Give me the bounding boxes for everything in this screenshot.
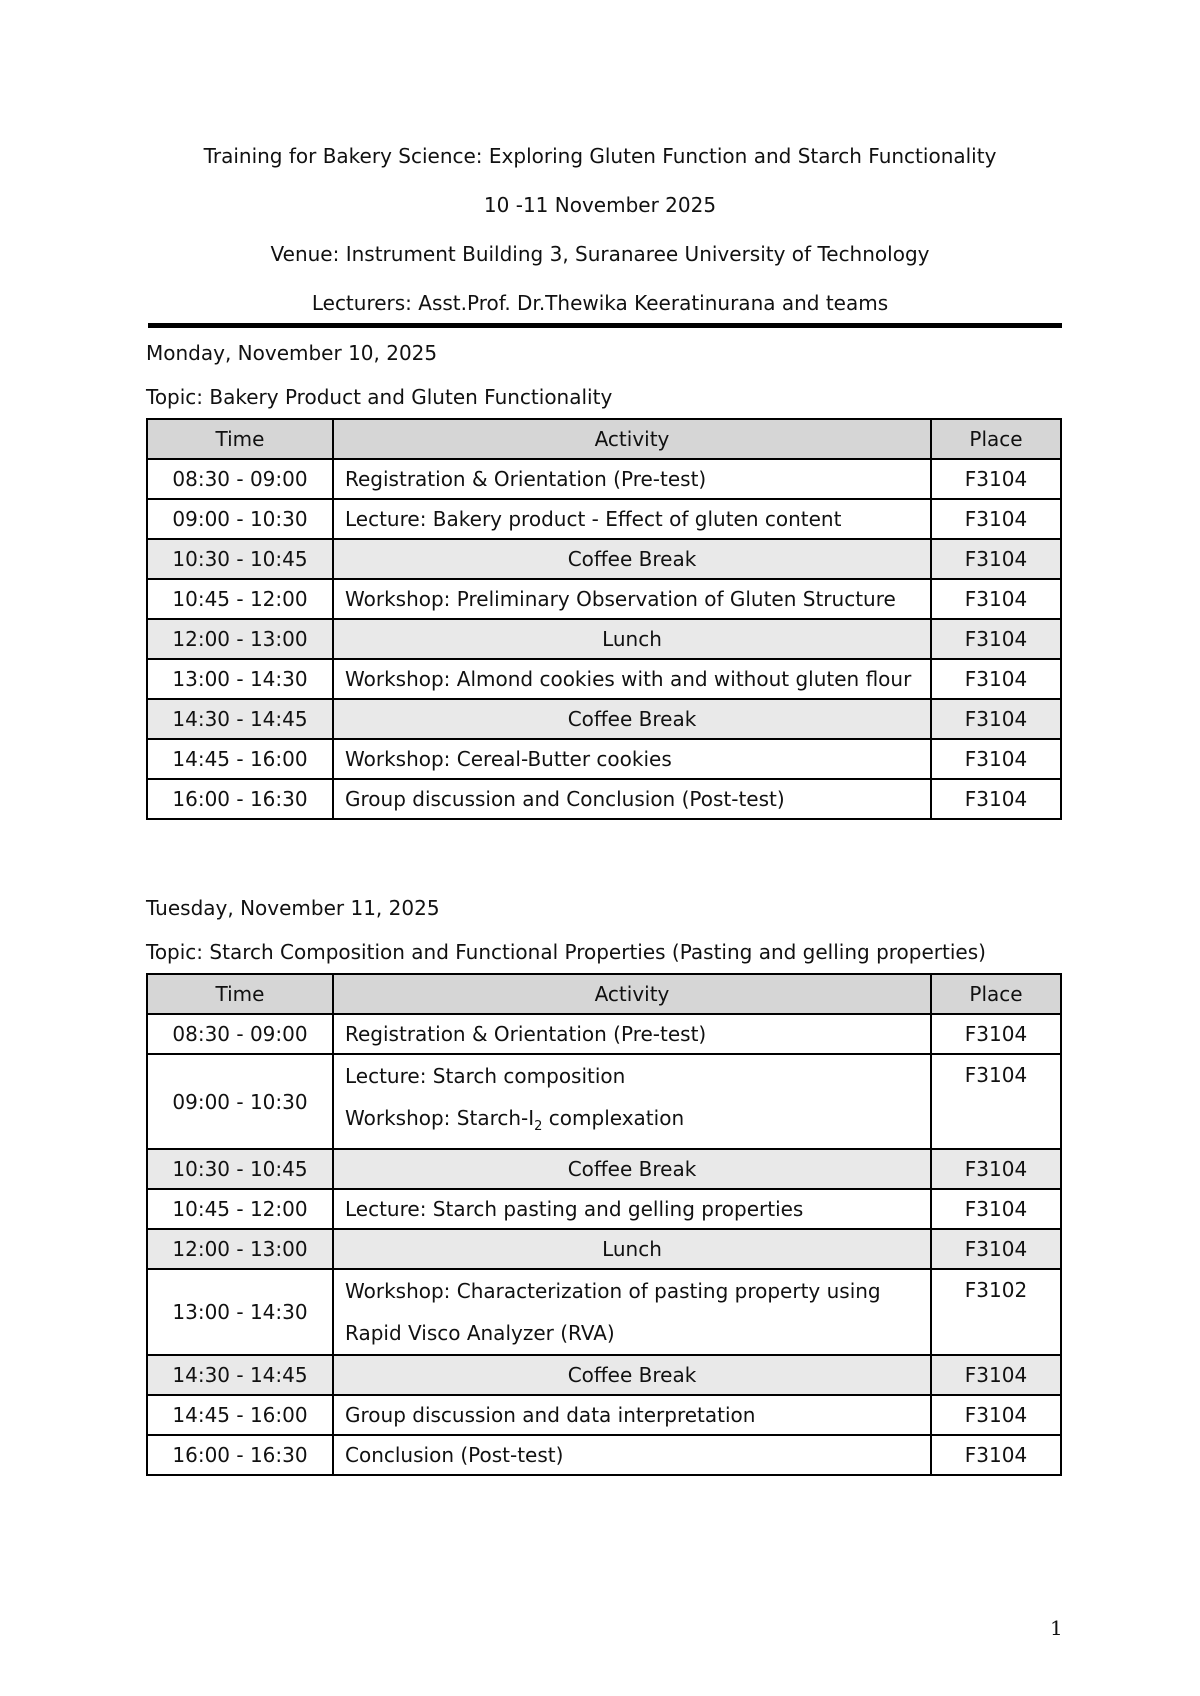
activity-cell: Coffee Break	[333, 539, 931, 579]
place-cell: F3104	[931, 699, 1061, 739]
place-cell: F3104	[931, 1054, 1061, 1149]
activity-cell: Lunch	[333, 1229, 931, 1269]
time-cell: 10:30 - 10:45	[147, 539, 333, 579]
activity-line	[345, 1097, 919, 1148]
time-cell: 14:30 - 14:45	[147, 699, 333, 739]
col-activity-header: Activity	[333, 419, 931, 459]
time-cell: 12:00 - 13:00	[147, 1229, 333, 1269]
subscript: 2	[534, 1119, 543, 1134]
time-cell: 14:45 - 16:00	[147, 1395, 333, 1435]
activity-cell	[333, 1269, 931, 1355]
place-cell: F3104	[931, 1229, 1061, 1269]
time-cell: 12:00 - 13:00	[147, 619, 333, 659]
activity-text: complexation	[542, 1106, 685, 1130]
activity-cell	[333, 499, 931, 539]
activity-text: Starch-I	[456, 1106, 535, 1130]
activity-type-label: Workshop:	[345, 747, 451, 771]
table-row	[147, 539, 1061, 579]
place-cell: F3104	[931, 1149, 1061, 1189]
col-place-header: Place	[931, 974, 1061, 1014]
activity-cell: Registration & Orientation (Pre-test)	[333, 459, 931, 499]
activity-cell: Group discussion and Conclusion (Post-test)	[333, 779, 931, 819]
place-cell: F3104	[931, 539, 1061, 579]
venue-value: Instrument Building 3, Suranaree University of Technology	[345, 242, 930, 266]
day1-date: Monday, November 10, 2025	[146, 341, 438, 365]
time-cell: 16:00 - 16:30	[147, 779, 333, 819]
activity-cell	[333, 579, 931, 619]
activity-type-label: Workshop:	[345, 1279, 451, 1303]
day1-topic	[146, 385, 612, 409]
table-row	[147, 579, 1061, 619]
place-cell: F3104	[931, 1435, 1061, 1475]
table-row	[147, 619, 1061, 659]
table-row	[147, 699, 1061, 739]
activity-line	[345, 1055, 919, 1097]
place-cell: F3104	[931, 579, 1061, 619]
table-row	[147, 499, 1061, 539]
day1-topic-label: Topic:	[146, 385, 204, 409]
time-cell: 10:30 - 10:45	[147, 1149, 333, 1189]
table-row	[147, 1355, 1061, 1395]
activity-type-label: Lecture:	[345, 1064, 427, 1088]
activity-type-label: Workshop:	[345, 1106, 451, 1130]
day2-schedule-table	[146, 973, 1062, 1476]
activity-cell: Coffee Break	[333, 699, 931, 739]
table-row	[147, 1149, 1061, 1189]
day1-topic-value: Bakery Product and Gluten Functionality	[209, 385, 613, 409]
table-header-row	[147, 419, 1061, 459]
col-place-header: Place	[931, 419, 1061, 459]
day1-schedule-table	[146, 418, 1062, 820]
place-cell: F3104	[931, 459, 1061, 499]
activity-text: Characterization of pasting property using	[456, 1279, 881, 1303]
time-cell: 13:00 - 14:30	[147, 659, 333, 699]
time-cell: 13:00 - 14:30	[147, 1269, 333, 1355]
place-cell: F3104	[931, 619, 1061, 659]
activity-cell: Coffee Break	[333, 1355, 931, 1395]
activity-type-label: Workshop:	[345, 667, 451, 691]
table-row	[147, 1054, 1061, 1149]
activity-text: Bakery product - Effect of gluten content	[432, 507, 842, 531]
day2-date: Tuesday, November 11, 2025	[146, 896, 440, 920]
page-number: 1	[1050, 1616, 1063, 1640]
time-cell: 14:45 - 16:00	[147, 739, 333, 779]
place-cell: F3104	[931, 499, 1061, 539]
table-row	[147, 779, 1061, 819]
table-header-row	[147, 974, 1061, 1014]
table-row	[147, 739, 1061, 779]
activity-text: Starch pasting and gelling properties	[432, 1197, 804, 1221]
activity-cell	[333, 659, 931, 699]
activity-type-label: Workshop:	[345, 587, 451, 611]
time-cell: 16:00 - 16:30	[147, 1435, 333, 1475]
time-cell: 14:30 - 14:45	[147, 1355, 333, 1395]
activity-text: Starch composition	[432, 1064, 626, 1088]
activity-cell	[333, 739, 931, 779]
place-cell: F3104	[931, 659, 1061, 699]
table-row	[147, 1189, 1061, 1229]
activity-cell: Coffee Break	[333, 1149, 931, 1189]
day2-topic-value: Starch Composition and Functional Properties (Pasting and gelling properties)	[209, 940, 986, 964]
table-row	[147, 659, 1061, 699]
activity-text: Preliminary Observation of Gluten Structure	[456, 587, 896, 611]
table-row	[147, 459, 1061, 499]
table-row	[147, 1395, 1061, 1435]
activity-cell: Group discussion and data interpretation	[333, 1395, 931, 1435]
place-cell: F3104	[931, 739, 1061, 779]
activity-cell: Registration & Orientation (Pre-test)	[333, 1014, 931, 1054]
activity-line: Rapid Visco Analyzer (RVA)	[345, 1321, 615, 1345]
event-dates: 10 -11 November 2025	[483, 193, 717, 217]
place-cell: F3104	[931, 1355, 1061, 1395]
lecturers-value: Asst.Prof. Dr.Thewika Keeratinurana and teams	[418, 291, 889, 315]
activity-cell: Conclusion (Post-test)	[333, 1435, 931, 1475]
activity-cell	[333, 1189, 931, 1229]
place-cell: F3102	[931, 1269, 1061, 1355]
table-row	[147, 1435, 1061, 1475]
day2-topic-label: Topic:	[146, 940, 204, 964]
activity-type-label: Lecture:	[345, 507, 427, 531]
activity-line	[345, 1270, 919, 1312]
place-cell: F3104	[931, 1395, 1061, 1435]
col-time-header: Time	[147, 974, 333, 1014]
table-row	[147, 1269, 1061, 1355]
place-cell: F3104	[931, 779, 1061, 819]
col-activity-header: Activity	[333, 974, 931, 1014]
activity-cell	[333, 1054, 931, 1149]
activity-type-label: Lecture:	[345, 1197, 427, 1221]
table-row	[147, 1014, 1061, 1054]
lecturers-line	[0, 291, 1200, 315]
col-time-header: Time	[147, 419, 333, 459]
document-title: Training for Bakery Science: Exploring Gluten Function and Starch Functionality	[203, 144, 997, 168]
venue-label: Venue:	[270, 242, 340, 266]
header-divider	[148, 323, 1062, 328]
activity-text: Cereal-Butter cookies	[456, 747, 672, 771]
time-cell: 08:30 - 09:00	[147, 459, 333, 499]
day2-topic	[146, 940, 986, 964]
place-cell: F3104	[931, 1014, 1061, 1054]
time-cell: 09:00 - 10:30	[147, 499, 333, 539]
table-row	[147, 1229, 1061, 1269]
lecturers-label: Lecturers:	[311, 291, 412, 315]
activity-text: Almond cookies with and without gluten flour	[456, 667, 912, 691]
time-cell: 10:45 - 12:00	[147, 1189, 333, 1229]
time-cell: 10:45 - 12:00	[147, 579, 333, 619]
place-cell: F3104	[931, 1189, 1061, 1229]
venue-line	[0, 242, 1200, 266]
activity-cell: Lunch	[333, 619, 931, 659]
time-cell: 08:30 - 09:00	[147, 1014, 333, 1054]
time-cell: 09:00 - 10:30	[147, 1054, 333, 1149]
